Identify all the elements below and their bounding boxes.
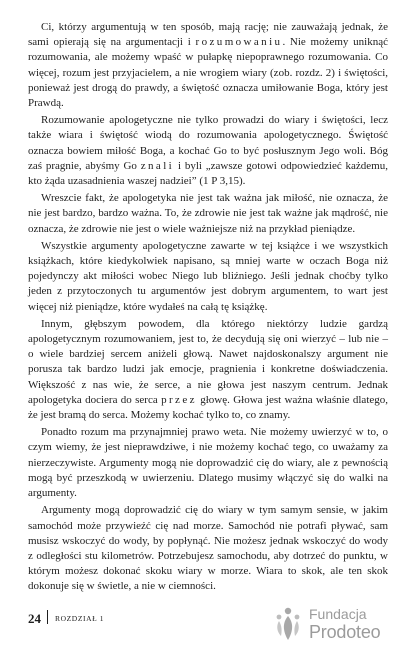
paragraph-4: Wszystkie argumenty apologetyczne zawarte w tej książce i we wszystkich książkach, które kiedykolwiek napisano, są mniej warte w oczach Boga niż pojedynczy akt miłości wobec Niego lub bliźniego. Jeśli jednak choćby tylko jeden z przytoczonych tu argumentów jest dobrym argumentem, to wart jest więcej niż pieniądze, które wydałeś na całą tę książkę.	[28, 239, 388, 313]
logo-text-line1: Fundacja	[309, 606, 367, 622]
emphasis-spaced: rozumowaniu	[195, 36, 283, 49]
page-footer	[28, 604, 393, 652]
chapter-label: ROZDZIAŁ 1	[55, 614, 105, 623]
paragraph-6: Ponadto rozum ma przynajmniej prawo weta. Nie możemy uwierzyć w to, o czym wiemy, że jest nieprawdziwe, i nie możemy kochać tego, co uważamy za nierzeczywiste. Argumenty mogą nie doprowadzić cię do wiary, ale z pewnością mogą być przeszkodą w uwierzeniu. Dlatego musimy włączyć się do walki na argumenty.	[28, 426, 388, 500]
footer-divider	[47, 610, 48, 624]
main-text	[28, 20, 388, 595]
logo-text-line2: Prodoteo	[309, 622, 381, 642]
paragraph-7: Argumenty mogą doprowadzić cię do wiary w tym samym sensie, w jakim samochód może przywieźć cię nad morze. Samochód nie potrafi pływać, sam musisz wskoczyć do wody, by popłynąć. Nie możesz jednak wskoczyć do wody z odległości stu kilometrów. Potrzebujesz samochodu, aby dotrzeć do punktu, w którym możesz dokonać skoku wiary w morze. Wiara to skok, ale ten skok dokonuje się w świetle, a nie w ciemności.	[28, 504, 388, 593]
figure-mark-icon	[273, 606, 303, 642]
emphasis-spaced: przez	[161, 393, 197, 406]
paragraph-2: Rozumowanie apologetyczne nie tylko prowadzi do wiary i świętości, lecz także wiara i świętość wiodą do rozumowania apologetycznego. Świętość oznacza bowiem miłość Boga, a kochać Go to być posłusznym Jego woli. Bóg zaś pragnie, abyśmy Go znali i byli „zawsze gotowi odpowiedzieć każdemu, kto żąda uzasadnienia waszej nadziei” (1 P 3,15).	[28, 114, 388, 188]
emphasis-spaced: znali	[140, 159, 175, 172]
paragraph-5: Innym, głębszym powodem, dla którego niektórzy ludzie gardzą apologetycznym rozumowaniem, jest to, że decydują się oni wierzyć – lub nie – o wiele bardziej sercem aniżeli głową. Nawet najdoskonalszy argument nie porusza tak bardzo ludzi jak emocje, pragnienia i konkretne doświadczenia. Większość z nas wie, że serce, a nie głowa jest naszym centrum. Jednak apologetyka dociera do serca przez głowę. Głowa jest ważna właśnie dlatego, że jest bramą do serca. Możemy kochać tylko to, co znamy.	[28, 317, 389, 422]
publisher-logo	[273, 604, 393, 652]
paragraph-3: Wreszcie fakt, że apologetyka nie jest tak ważna jak miłość, nie oznacza, że nie jest bardzo, bardzo ważna. To, że zdrowie nie jest tak ważne jak mądrość, nie oznacza, że zdrowie nie jest o wiele ważniejsze niż na przykład pieniądze.	[28, 192, 388, 235]
paragraph-1: Ci, którzy argumentują w ten sposób, mają rację; nie zauważają jednak, że sami opierają się na argumentacji i rozumowaniu. Nie możemy uniknąć rozumowania, ale możemy wpaść w pułapkę niepoprawnego rozumowania. Co więcej, rozum jest przyjacielem, a nie wrogiem wiary (zob. rozdz. 2) i świętości, ponieważ jest drogą do prawdy, a świętość oznacza umiłowanie Boga, który jest Prawdą.	[28, 21, 388, 110]
page-number: 24	[28, 611, 41, 626]
